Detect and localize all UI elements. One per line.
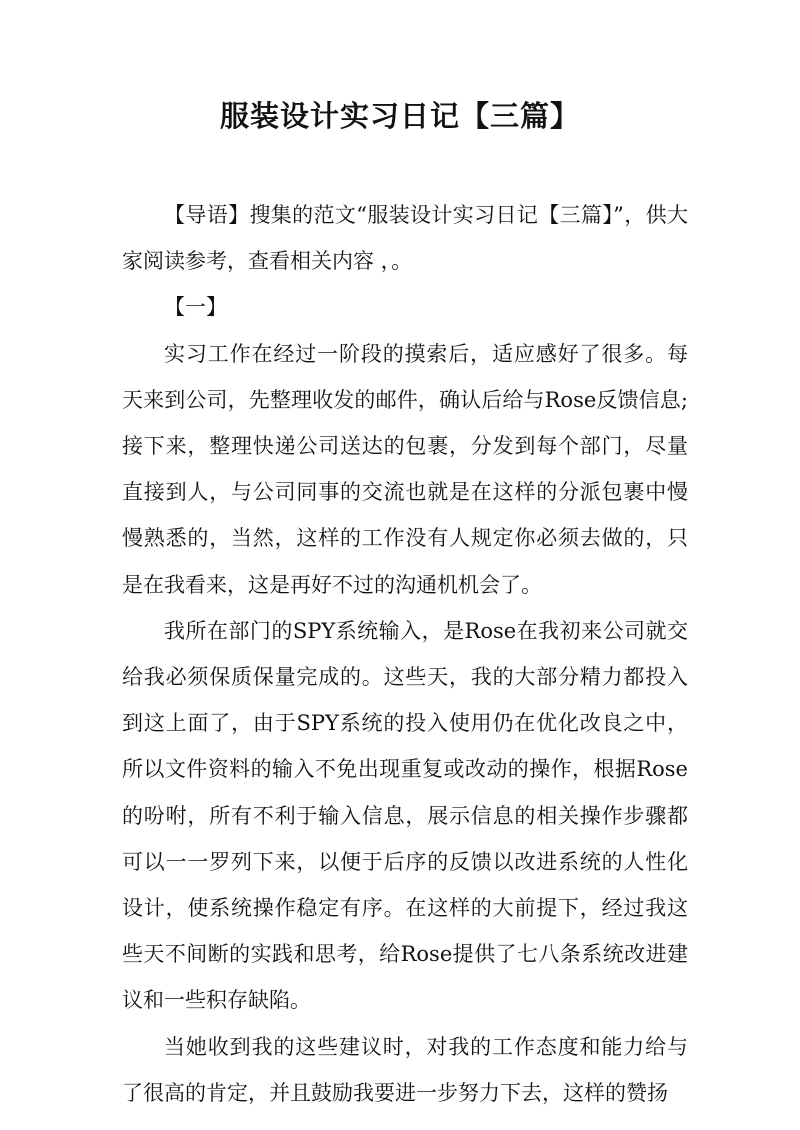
body-paragraph: 当她收到我的这些建议时，对我的工作态度和能力给与了很高的肯定，并且鼓励我要进一步努力下去，这样的赞扬 [122,1034,688,1105]
body-paragraph: 实习工作在经过一阶段的摸索后，适应感好了很多。每天来到公司，先整理收发的邮件，确认后给与Rose反馈信息;接下来，整理快递公司送达的包裹，分发到每个部门，尽量直接到人，与公司同事的交流也就是在这样的分派包裹中慢慢熟悉的，当然，这样的工作没有人规定你必须去做的，只是在我看来，这是再好不过的沟通机机会了。 [122,341,688,597]
document-body [122,192,688,1116]
document-title: 服装设计实习日记【三篇】 [219,99,580,133]
body-paragraph: 我所在部门的SPY系统输入，是Rose在我初来公司就交给我必须保质保量完成的。这些天，我的大部分精力都投入到这上面了，由于SPY系统的投入使用仍在优化改良之中，所以文件资料的输入不免出现重复或改动的操作，根据Rose的吩咐，所有不利于输入信息，展示信息的相关操作步骤都可以一一罗列下来，以便于后序的反馈以改进系统的人性化设计，使系统操作稳定有序。在这样的大前提下，经过我这些天不间断的实践和思考，给Rose提供了七八条系统改进建议和一些积存缺陷。 [122,618,688,1013]
intro-paragraph: 【导语】搜集的范文“服装设计实习日记【三篇】”，供大家阅读参考，查看相关内容 ，。 [122,203,688,274]
section-heading: 【一】 [164,295,227,320]
